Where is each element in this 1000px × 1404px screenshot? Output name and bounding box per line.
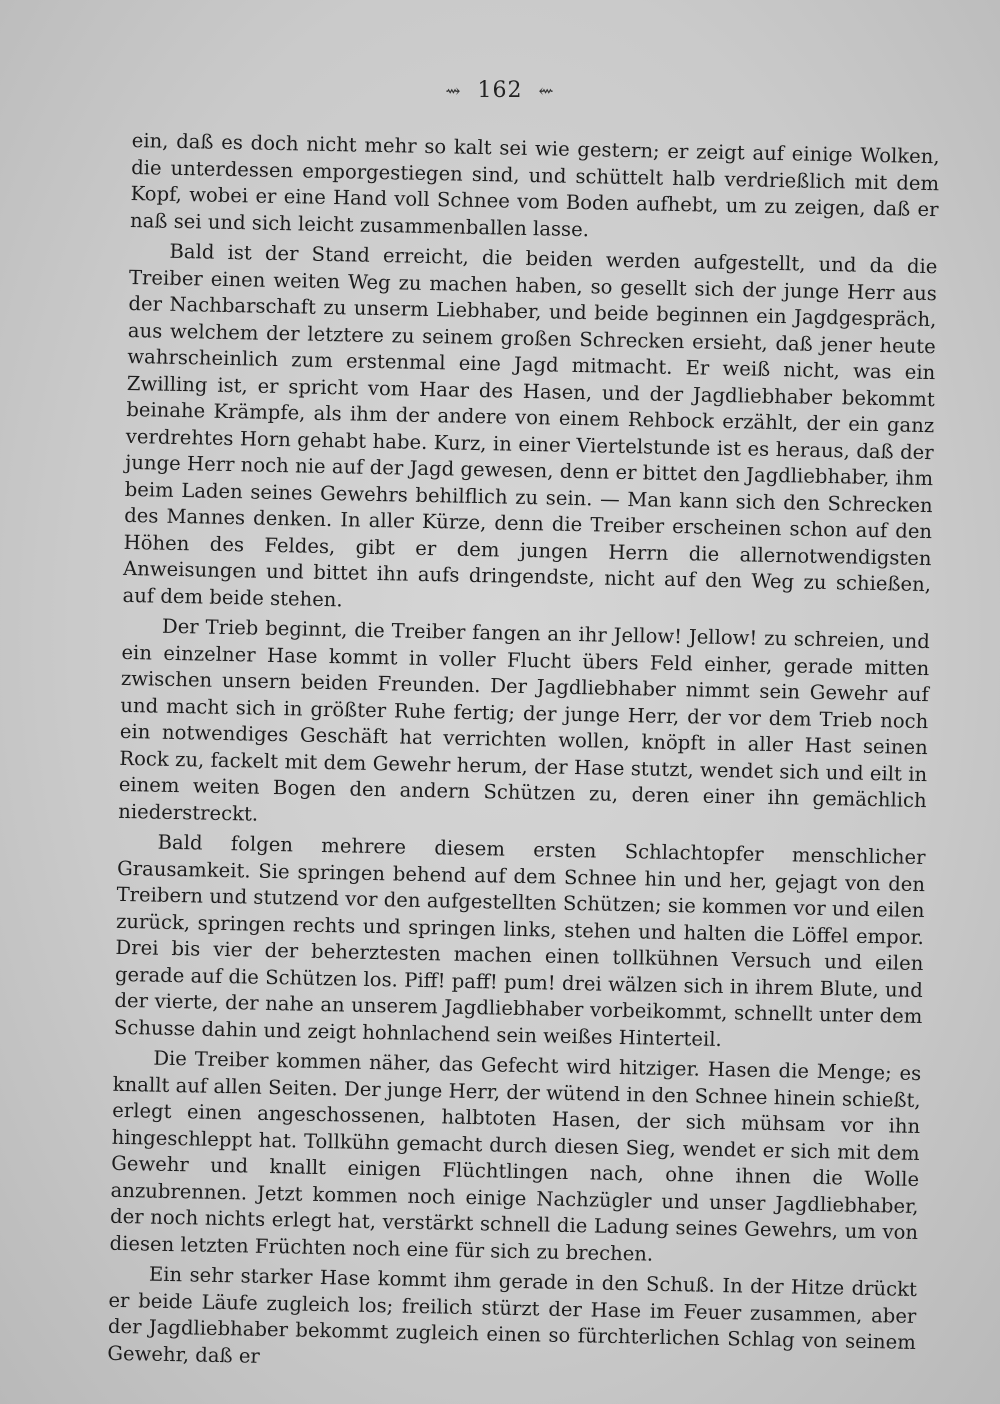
paragraph: ein, daß es doch nicht mehr so kalt sei wie gestern; er zeigt auf einige Wolken, die unterdessen emporgestiegen sind, und schüttelt halb verdrießlich mit dem Kopf, wobei er eine Hand voll Schnee vom Boden aufhebt, um zu zeigen, daß er naß sei und sich leicht zusammenballen lasse. [129, 128, 940, 241]
page-number: 162 [477, 78, 523, 103]
paragraph: Der Trieb beginnt, die Treiber fangen an ihr Jellow! Jellow! zu schreien, und ein einzelner Hase kommt in voller Flucht übers Feld einher, gerade mitten zwischen unsern beiden Freunden. Der Jagdliebhaber nimmt sein Gewehr auf und macht sich in größter Ruhe fertig; der junge Herr, der vor dem Trieb noch ein notwendiges Geschäft hat verrichten wollen, knöpft in aller Hast seinen Rock zu, fackelt mit dem Gewehr herum, der Hase stutzt, wendet sich und eilt in einem weiten Bogen den andern Schützen zu, deren einer ihn gemächlich niederstreckt. [118, 614, 931, 826]
paragraph: Bald ist der Stand erreicht, die beiden werden aufgestellt, und da die Treiber einen weiten Weg zu machen haben, so gesellt sich der junge Herr aus der Nachbarschaft zu unserm Liebhaber, und beide beginnen ein Jagdgespräch, aus welchem der letztere zu seinem großen Schrecken ersieht, daß jener heute wahrscheinlich zum erstenmal eine Jagd mitmacht. Er weiß nicht, was ein Zwilling ist, er spricht vom Haar des Hasen, und der Jagdliebhaber bekommt beinahe Krämpfe, als ihm der andere von einem Rehbock erzählt, der ein ganz verdrehtes Horn gehabt habe. Kurz, in einer Viertelstunde ist es heraus, daß der junge Herr noch nie auf der Jagd gewesen, denn er bittet den Jagdliebhaber, ihm beim Laden seines Gewehrs behilflich zu sein. — Man kann sich den Schrecken des Mannes denken. In aller Kürze, denn die Treiber erscheinen schon auf den Höhen des Feldes, gibt er dem jungen Herrn die allernotwendigsten Anweisungen und bittet ihn aufs dringendste, nicht auf den Weg zu schießen, auf dem beide stehen. [122, 239, 938, 611]
paragraph: Bald folgen mehrere diesem ersten Schlachtopfer menschlicher Grausamkeit. Sie springen behend auf dem Schnee hin und her, gejagt von den Treibern und stutzend vor den aufgestellten Schützen; sie kommen vor und eilen zurück, springen rechts und springen links, stehen und halten die Löffel empor. Drei bis vier der beherztesten machen einen tollkühnen Versuch und eilen gerade auf die Schützen los. Piff! paff! pum! drei wälzen sich in ihrem Blute, und der vierte, der nahe an unserem Jagdliebhaber vorbeikommt, schnellt unter dem Schusse dahin und zeigt hohnlachend sein weißes Hinterteil. [113, 830, 926, 1051]
paragraph: Ein sehr starker Hase kommt ihm gerade in den Schuß. In der Hitze drückt er beide Läufe zugleich los; freilich stürzt der Hase im Feuer zusammen, aber der Jagdliebhaber bekommt zugleich einen so fürchterlichen Schlag von seinem Gewehr, daß er [107, 1262, 918, 1368]
paragraph: Die Treiber kommen näher, das Gefecht wird hitziger. Hasen die Menge; es knallt auf allen Seiten. Der junge Herr, der wütend in den Schnee hinein schießt, erlegt einen angeschossenen, halbtoten Hasen, der sich mühsam vor ihn hingeschleppt hat. Tollkühn gemacht durch diesen Sieg, wendet er sich mit dem Gewehr und knallt einigen Flüchtlingen nach, ohne ihnen die Wolle anzubrennen. Jetzt kommen noch einige Nachzügler und unser Jagdliebhaber, der noch nichts erlegt hat, verstärkt schnell die Ladung seines Gewehrs, um von diesen letzten Früchten noch eine für sich zu brechen. [109, 1046, 922, 1266]
page-header [0, 78, 1000, 103]
ornament-left-icon: ⇝ [445, 81, 462, 102]
ornament-right-icon: ⇜ [538, 81, 555, 102]
body-text [107, 128, 940, 1383]
